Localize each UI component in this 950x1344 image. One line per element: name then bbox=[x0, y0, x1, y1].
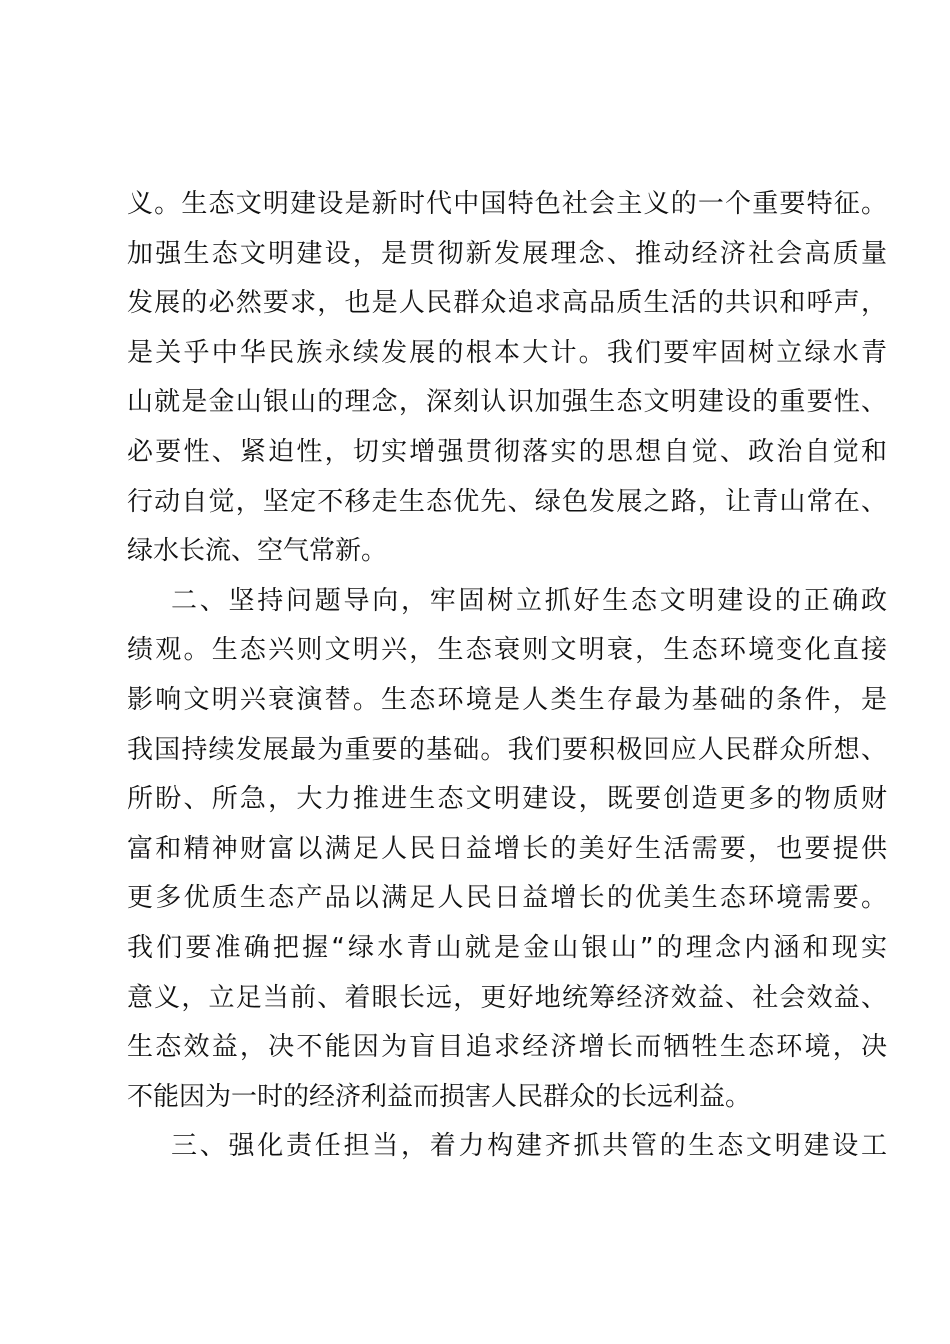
text-line: 绩观。生态兴则文明兴，生态衰则文明衰，生态环境变化直接 bbox=[127, 635, 887, 666]
text-line: 绿水长流、空气常新。 bbox=[127, 536, 388, 567]
text-line: 必要性、紧迫性，切实增强贯彻落实的思想自觉、政治自觉和 bbox=[127, 436, 887, 467]
text-line: 不能因为一时的经济利益而损害人民群众的长远利益。 bbox=[127, 1081, 752, 1112]
text-line: 更多优质生态产品以满足人民日益增长的优美生态环境需要。 bbox=[127, 883, 887, 914]
text-line: 二、坚持问题导向，牢固树立抓好生态文明建设的正确政 bbox=[127, 585, 887, 616]
text-line: 意义，立足当前、着眼长远，更好地统筹经济效益、社会效益、 bbox=[127, 982, 887, 1013]
text-line: 我们要准确把握“绿水青山就是金山银山”的理念内涵和现实 bbox=[127, 932, 887, 963]
body-text bbox=[127, 180, 887, 1172]
text-line: 富和精神财富以满足人民日益增长的美好生活需要，也要提供 bbox=[127, 833, 887, 864]
text-line: 所盼、所急，大力推进生态文明建设，既要创造更多的物质财 bbox=[127, 784, 887, 815]
text-line: 生态效益，决不能因为盲目追求经济增长而牺牲生态环境，决 bbox=[127, 1032, 887, 1063]
text-line: 影响文明兴衰演替。生态环境是人类生存最为基础的条件，是 bbox=[127, 684, 887, 715]
text-line: 我国持续发展最为重要的基础。我们要积极回应人民群众所想、 bbox=[127, 734, 887, 765]
text-line: 行动自觉，坚定不移走生态优先、绿色发展之路，让青山常在、 bbox=[127, 486, 887, 517]
text-line: 加强生态文明建设，是贯彻新发展理念、推动经济社会高质量 bbox=[127, 238, 887, 269]
text-line: 发展的必然要求，也是人民群众追求高品质生活的共识和呼声， bbox=[127, 288, 887, 319]
text-line: 山就是金山银山的理念，深刻认识加强生态文明建设的重要性、 bbox=[127, 387, 887, 418]
text-line: 是关乎中华民族永续发展的根本大计。我们要牢固树立绿水青 bbox=[127, 337, 887, 368]
paragraph bbox=[127, 1122, 887, 1172]
text-line: 义。生态文明建设是新时代中国特色社会主义的一个重要特征。 bbox=[127, 189, 887, 219]
paragraph bbox=[127, 577, 887, 1123]
paragraph bbox=[127, 180, 887, 577]
text-line: 三、强化责任担当，着力构建齐抓共管的生态文明建设工 bbox=[127, 1131, 887, 1162]
